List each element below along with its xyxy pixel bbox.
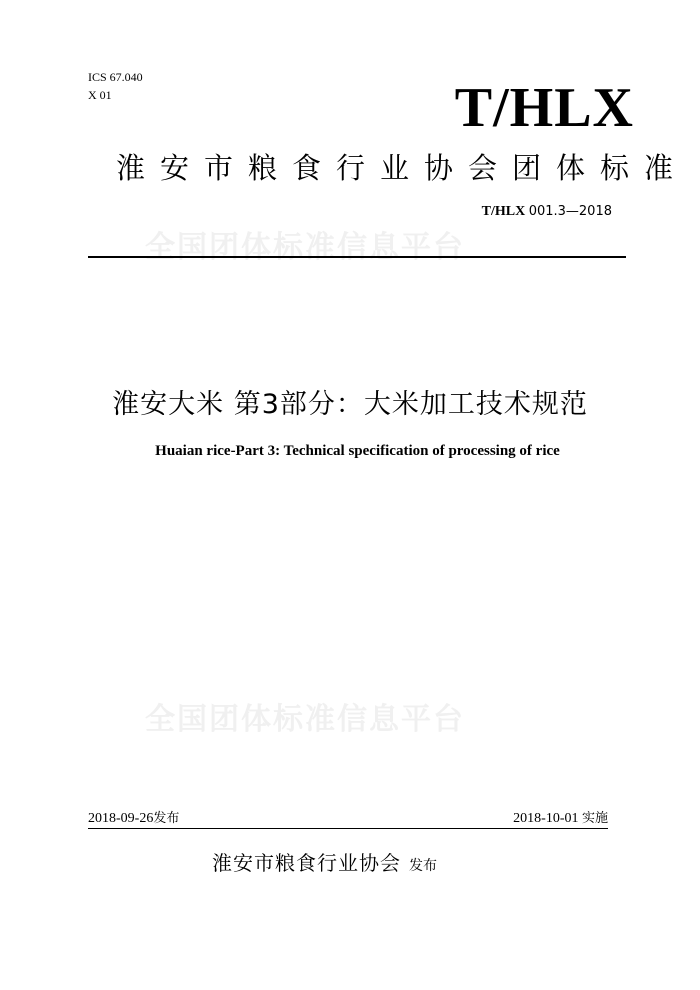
standard-code-logo: T/HLX <box>454 77 634 139</box>
header-divider <box>88 256 626 258</box>
publisher-line <box>212 848 437 881</box>
organization-title: 淮安市粮食行业协会团体标准 <box>116 151 689 185</box>
implement-date-block <box>513 810 608 828</box>
publisher-suffix: 发布 <box>409 858 437 874</box>
standard-number-value: 001.3—2018 <box>528 204 612 219</box>
document-title-chinese: 淮安大米 第3部分：大米加工技术规范 <box>112 389 588 420</box>
standard-number-prefix: T/HLX <box>481 204 526 219</box>
standard-number <box>482 203 612 221</box>
document-title-english: Huaian rice-Part 3: Technical specification of processing of rice <box>155 443 560 459</box>
footer-divider <box>88 828 608 829</box>
watermark-top: 全国团体标准信息平台 <box>145 230 465 265</box>
publish-date: 2018-09-26 <box>88 811 154 826</box>
implement-label: 实施 <box>581 811 608 826</box>
implement-date: 2018-10-01 <box>513 811 579 826</box>
classification-codes <box>88 68 143 104</box>
publish-label: 发布 <box>153 811 180 826</box>
ics-code: ICS 67.040 <box>88 70 143 84</box>
watermark-bottom: 全国团体标准信息平台 <box>145 702 465 737</box>
publisher-name: 淮安市粮食行业协会 <box>212 851 401 875</box>
ccs-code: X 01 <box>88 88 112 102</box>
publish-date-block <box>88 810 179 828</box>
